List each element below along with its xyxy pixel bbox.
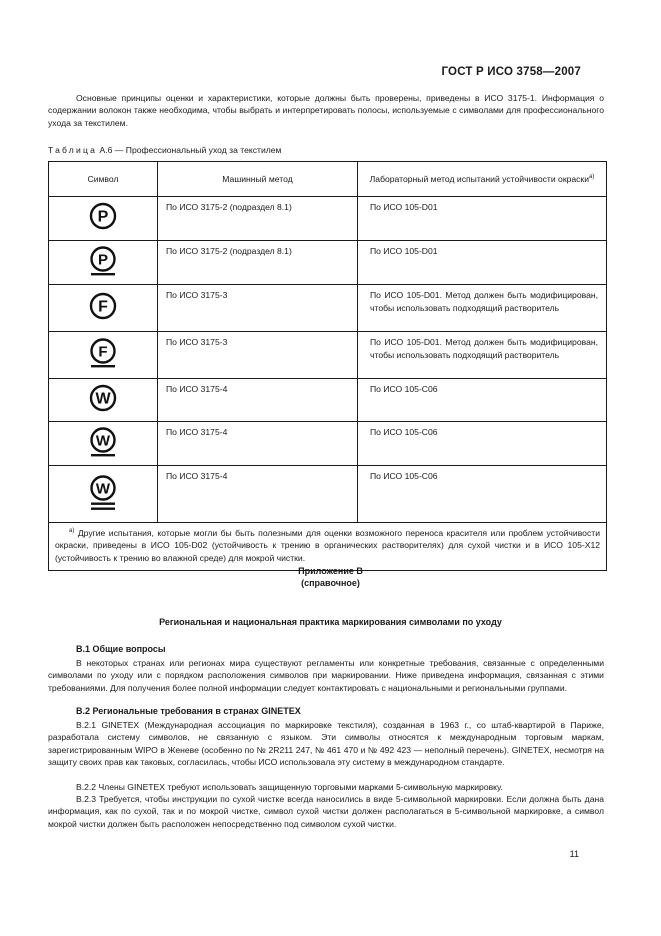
symbol-cell <box>49 197 158 241</box>
section-heading-b1: В.1 Общие вопросы <box>76 644 166 654</box>
b2-3-paragraph <box>48 793 604 830</box>
underline-bar-icon <box>91 508 115 510</box>
method-cell: По ИСО 3175-4 <box>158 466 358 523</box>
lab-cell: По ИСО 105-D01 <box>358 241 607 285</box>
b1-paragraph <box>48 657 604 694</box>
underline-bar-icon <box>91 503 115 505</box>
table-caption-title: А.6 — Профессиональный уход за текстилем <box>97 145 282 155</box>
b2-1-paragraph <box>48 719 604 769</box>
symbol-letter: W <box>95 390 111 408</box>
symbol-cell <box>49 379 158 422</box>
symbol-letter: F <box>98 343 108 361</box>
care-symbols-table <box>48 161 607 571</box>
col-header-symbol: Символ <box>49 162 158 197</box>
symbol-letter: F <box>98 298 108 316</box>
mild-professional-wetcleaning-w-icon <box>87 426 119 460</box>
b2-3-text: В.2.3 Требуется, чтобы инструкции по сухой чистке всегда наносились в виде 5-символьной маркировки. Если должна быть дана информация, как по сухой, так и по мокрой чистке, символ сухой чистки должен располагаться в 5-символьной маркировке, а символ мокрой чистки должен быть расположен непосредственно под символом сухой чистки. <box>48 794 604 829</box>
symbol-letter: W <box>95 432 111 449</box>
b2-2-text: В.2.2 Члены GINETEX требуют использовать защищенную торговыми марками 5-символьную маркировку. <box>76 782 503 792</box>
lab-cell: По ИСО 105-C06 <box>358 379 607 422</box>
lab-cell: По ИСО 105-D01. Метод должен быть модифицирован, чтобы использовать подходящий растворитель <box>358 332 607 379</box>
symbol-letter: P <box>97 208 109 225</box>
col-header-lab-text: Лабораторный метод испытаний устойчивости окраски <box>369 173 589 184</box>
col-header-method: Машинный метод <box>158 162 358 197</box>
professional-drycleaning-p-icon <box>87 201 119 235</box>
very-mild-professional-wetcleaning-w-icon <box>87 473 119 513</box>
symbol-cell <box>49 422 158 466</box>
footnote-mark: а) <box>69 528 75 535</box>
method-cell: По ИСО 3175-3 <box>158 285 358 332</box>
symbol-cell <box>49 241 158 285</box>
professional-wetcleaning-w-icon <box>87 382 119 416</box>
table-row <box>49 241 607 285</box>
underline-bar-icon <box>91 365 115 367</box>
symbol-cell <box>49 332 158 379</box>
table-row <box>49 466 607 523</box>
annex-title-text: Приложение В <box>298 566 363 576</box>
annex-title <box>0 565 661 589</box>
method-cell: По ИСО 3175-4 <box>158 422 358 466</box>
page-number: 11 <box>569 849 579 859</box>
symbol-letter: P <box>97 251 109 268</box>
intro-paragraph <box>48 92 604 129</box>
table-row <box>49 379 607 422</box>
mild-professional-drycleaning-f-icon <box>87 337 119 371</box>
intro-text: Основные принципы оценки и характеристики, которые должны быть проверены, приведены в ИСО 3175-1. Информация о содержании волокон также необходима, чтобы выбрать и интерпретировать полосы, используемые с символами для профессионального ухода за текстилем. <box>48 93 604 128</box>
table-header-row <box>49 162 607 197</box>
lab-cell: По ИСО 105-D01. Метод должен быть модифицирован, чтобы использовать подходящий растворитель <box>358 285 607 332</box>
table-row <box>49 332 607 379</box>
section-heading-b2: В.2 Региональные требования в странах GINETEX <box>76 706 301 716</box>
table-row <box>49 285 607 332</box>
method-cell: По ИСО 3175-4 <box>158 379 358 422</box>
footnote-text: Другие испытания, которые могли бы быть полезными для оценки возможного переноса красителя или проблем устойчивости окраски, приведены в ИСО 105-D02 (устойчивость к трению в органических растворителях) для сухой чистки и в ИСО 105-X12 (устойчивость к трению во влажной среде) для мокрой чистки. <box>55 528 600 563</box>
symbol-letter: W <box>95 480 111 498</box>
lab-cell: По ИСО 105-C06 <box>358 422 607 466</box>
table-row <box>49 197 607 241</box>
annex-subtitle: (справочное) <box>301 578 360 588</box>
underline-bar-icon <box>91 273 115 275</box>
underline-bar-icon <box>91 454 115 456</box>
b2-2-paragraph <box>48 781 604 793</box>
table-footnote <box>49 523 607 571</box>
method-cell: По ИСО 3175-2 (подраздел 8.1) <box>158 197 358 241</box>
lab-cell: По ИСО 105-C06 <box>358 466 607 523</box>
document-header: ГОСТ Р ИСО 3758—2007 <box>441 66 581 78</box>
symbol-cell <box>49 466 158 523</box>
method-cell: По ИСО 3175-2 (подраздел 8.1) <box>158 241 358 285</box>
table-row <box>49 422 607 466</box>
col-header-lab <box>358 162 607 197</box>
footnote-ref: а) <box>589 173 595 180</box>
table-footnote-row <box>49 523 607 571</box>
symbol-cell <box>49 285 158 332</box>
table-caption <box>48 145 281 155</box>
professional-drycleaning-f-icon <box>87 290 119 324</box>
mild-professional-drycleaning-p-icon <box>87 245 119 279</box>
b2-1-text: В.2.1 GINETEX (Международная ассоциация по маркировке текстиля), созданная в 1963 г., со штаб-квартирой в Париже, разработала систему символов, не связанную с языком. Эти символы относятся к международным торговым маркам, зарегистрированным WIPO в Женеве (особенно по № 2R211 247, № 461 470 и № 492 423 — неполный перечень). GINETEX, несмотря на защиту своих прав как таковых, согласилась, чтобы ИСО использовала эту систему в международном стандарте. <box>48 720 604 768</box>
annex-heading: Региональная и национальная практика маркирования символами по уходу <box>159 617 502 627</box>
lab-cell: По ИСО 105-D01 <box>358 197 607 241</box>
table-caption-word: Таблица <box>48 145 98 155</box>
b1-text: В некоторых странах или регионах мира существуют регламенты или конкретные требования, связанные с определенными символами по уходу или с порядком расположения символов при маркировании. Ниже приведена информация, связанная с этими требованиями. Для получения более полной информации следует контактировать с национальными и региональными группами. <box>48 658 604 693</box>
method-cell: По ИСО 3175-3 <box>158 332 358 379</box>
